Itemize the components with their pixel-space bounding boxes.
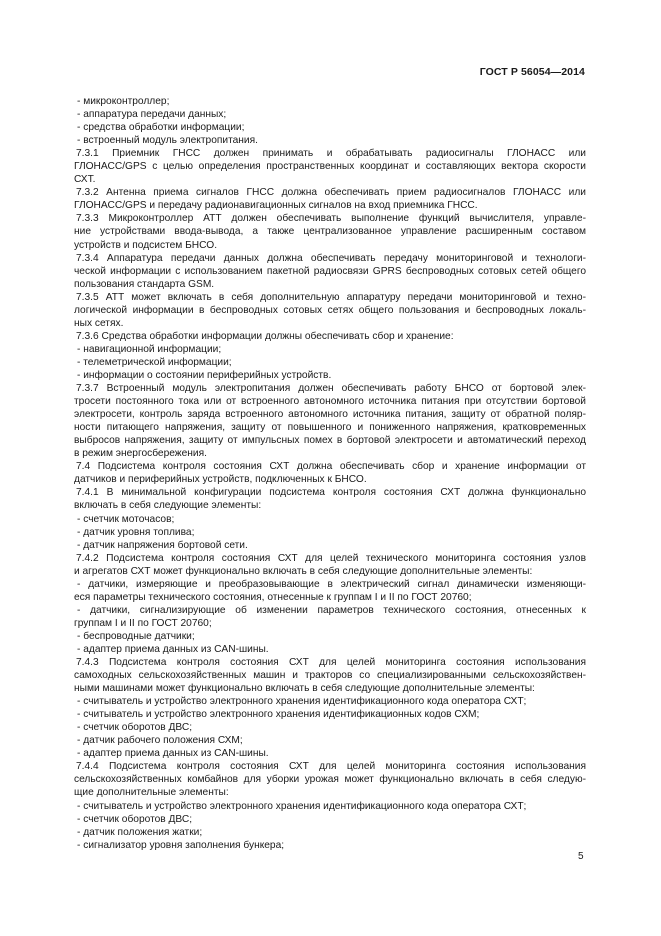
text-line: устройств и подсистем БНСО. xyxy=(74,239,218,251)
text-line: сельскохозяйственных комбайнов для уборки урожая может функционально включать в себя следую- xyxy=(74,774,586,786)
list-item: - датчики, измеряющие и преобразовывающие в электрический сигнал динамически изменяющи- xyxy=(77,578,586,590)
text-line: ние устройствами ввода-вывода, а также централизованное управление расширенным составом xyxy=(74,226,586,238)
text-line: датчиков и периферийных устройств, подключенных к БНСО. xyxy=(74,474,367,486)
text-line: тросети постоянного тока или от встроенного автономного источника питания при отсутствии бортовой xyxy=(74,396,586,408)
list-item: - средства обработки информации; xyxy=(77,122,245,134)
list-item: - счетчик оборотов ДВС; xyxy=(77,813,193,825)
list-item: - адаптер приема данных из CAN-шины. xyxy=(77,748,269,760)
list-item: - датчик напряжения бортовой сети. xyxy=(77,539,248,551)
text-line: СХТ. xyxy=(74,174,96,186)
list-item: - телеметрической информации; xyxy=(77,356,232,368)
list-item: - датчик рабочего положения СХМ; xyxy=(77,735,243,747)
text-line: 7.4.3 Подсистема контроля состояния СХТ для целей мониторинга состояния использования xyxy=(76,657,586,669)
text-line: 7.3.7 Встроенный модуль электропитания должен обеспечивать работу БНСО от бортовой элек- xyxy=(76,383,586,395)
list-item: - считыватель и устройство электронного хранения идентификационных кодов СХМ; xyxy=(77,709,480,721)
text-line: в режим энергосбережения. xyxy=(74,448,207,460)
text-line: ГЛОНАСС/GPS и передачу радионавигационных сигналов на вход приемника ГНСС. xyxy=(74,200,478,212)
text-line: выбросов напряжения, защиту от импульсных помех в бортовой электросети и автоматический переход xyxy=(74,435,586,447)
text-line: пользования стандарта GSM. xyxy=(74,278,215,290)
text-line: ными машинами может функционально включать в себя следующие дополнительные элементы: xyxy=(74,683,535,695)
document-body xyxy=(74,95,586,852)
list-item: - счетчик моточасов; xyxy=(77,513,175,525)
list-item: - встроенный модуль электропитания. xyxy=(77,135,258,147)
list-item: - беспроводные датчики; xyxy=(77,630,195,642)
list-item: - датчики, сигнализирующие об изменении параметров технического состояния, отнесенных к xyxy=(77,604,586,616)
list-item: - счетчик оборотов ДВС; xyxy=(77,722,193,734)
list-item: - датчик положения жатки; xyxy=(77,826,203,838)
list-item: - сигнализатор уровня заполнения бункера; xyxy=(77,839,285,851)
text-line: 7.3.2 Антенна приема сигналов ГНСС должна обеспечивать прием радиосигналов ГЛОНАСС или xyxy=(76,187,586,199)
text-line: группам I и II по ГОСТ 20760; xyxy=(74,617,212,629)
text-line: еся параметры технического состояния, отнесенные к группам I и II по ГОСТ 20760; xyxy=(74,591,472,603)
text-line: включать в себя следующие элементы: xyxy=(74,500,262,512)
text-line: 7.3.3 Микроконтроллер АТТ должен обеспечивать выполнение функций вычислителя, управле- xyxy=(76,213,586,225)
list-item: - навигационной информации; xyxy=(77,343,222,355)
text-line: 7.3.6 Средства обработки информации должны обеспечивать сбор и хранение: xyxy=(76,330,454,342)
text-line: и агрегатов СХТ может функционально включать в себя следующие дополнительные элементы: xyxy=(74,565,533,577)
text-line: ности питающего напряжения, защиту от повышенного и пониженного напряжения, кратковременных xyxy=(74,422,586,434)
text-line: 7.4 Подсистема контроля состояния СХТ должна обеспечивать сбор и хранение информации от xyxy=(76,461,586,473)
text-line: 7.3.1 Приемник ГНСС должен принимать и обрабатывать радиосигналы ГЛОНАСС или xyxy=(76,148,586,160)
list-item: - считыватель и устройство электронного хранения идентификационного кода оператора СХТ; xyxy=(77,800,527,812)
text-line: ных сетях. xyxy=(74,317,124,329)
list-item: - считыватель и устройство электронного хранения идентификационного кода оператора СХТ; xyxy=(77,696,527,708)
text-line: ческой информации с использованием пакетной радиосвязи GPRS беспроводных сотовых сетей общего xyxy=(74,265,586,277)
text-line: электросети, контроль заряда встроенного автономного источника питания, защиту от обратной поляр- xyxy=(74,409,586,421)
text-line: 7.4.4 Подсистема контроля состояния СХТ для целей мониторинга состояния использования xyxy=(76,761,586,773)
text-line: 7.4.1 В минимальной конфигурации подсистема контроля состояния СХТ должна функционально xyxy=(76,487,586,499)
text-line: ГЛОНАСС/GPS с целью определения пространственных координат и составляющих вектора скорости xyxy=(74,161,586,173)
text-line: 7.4.2 Подсистема контроля состояния СХТ для целей технического мониторинга состояния узлов xyxy=(76,552,586,564)
list-item: - информации о состоянии периферийных устройств. xyxy=(77,369,332,381)
list-item: - аппаратура передачи данных; xyxy=(77,109,227,121)
page-number: 5 xyxy=(578,851,584,862)
text-line: 7.3.4 Аппаратура передачи данных должна обеспечивать передачу мониторинговой и технологи- xyxy=(76,252,586,264)
text-line: самоходных сельскохозяйственных машин и тракторов со специализированными сельскохозяйствен- xyxy=(74,670,586,682)
text-line: логической информации в беспроводных сотовых сетях общего пользования и беспроводных локаль- xyxy=(74,304,586,316)
text-line: 7.3.5 АТТ может включать в себя дополнительную аппаратуру передачи мониторинговой и техно- xyxy=(76,291,586,303)
list-item: - датчик уровня топлива; xyxy=(77,526,195,538)
list-item: - адаптер приема данных из CAN-шины. xyxy=(77,643,269,655)
text-line: щие дополнительные элементы: xyxy=(74,787,229,799)
list-item: - микроконтроллер; xyxy=(77,96,170,107)
document-header: ГОСТ Р 56054—2014 xyxy=(479,66,585,78)
